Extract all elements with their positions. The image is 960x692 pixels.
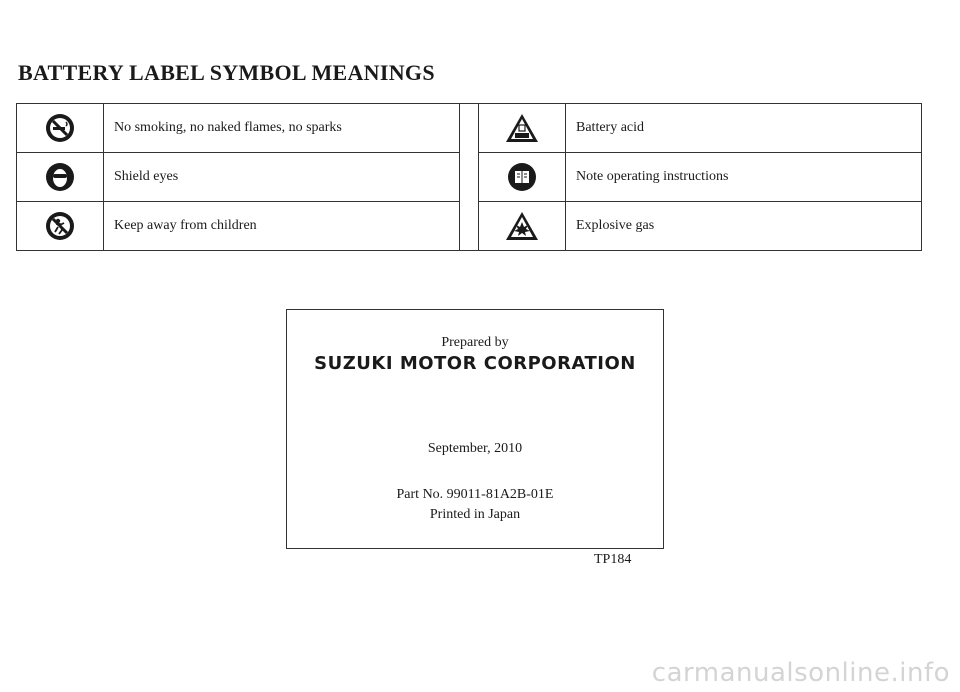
symbol-label: Note operating instructions <box>566 153 922 202</box>
watermark: carmanualsonline.info <box>651 658 950 688</box>
symbol-label: Battery acid <box>566 104 922 153</box>
keep-away-children-icon <box>45 211 75 241</box>
explosive-gas-icon <box>505 211 539 241</box>
symbol-cell <box>479 153 566 202</box>
shield-eyes-icon <box>45 162 75 192</box>
table-row <box>17 104 922 153</box>
symbol-label: No smoking, no naked flames, no sparks <box>104 104 460 153</box>
page-title: BATTERY LABEL SYMBOL MEANINGS <box>18 60 435 85</box>
corporation-name: SUZUKI MOTOR CORPORATION <box>314 353 636 374</box>
symbol-cell <box>17 202 104 251</box>
symbol-label: Explosive gas <box>566 202 922 251</box>
symbol-cell <box>17 153 104 202</box>
no-smoking-icon <box>45 113 75 143</box>
symbol-table <box>16 103 922 251</box>
symbol-label: Keep away from children <box>104 202 460 251</box>
symbol-cell <box>479 104 566 153</box>
symbol-label: Shield eyes <box>104 153 460 202</box>
page-code: TP184 <box>594 552 632 567</box>
battery-acid-icon <box>505 113 539 143</box>
imprint-box <box>286 309 664 549</box>
operating-instructions-icon <box>507 162 537 192</box>
printed-in: Printed in Japan <box>429 507 521 522</box>
symbol-cell <box>479 202 566 251</box>
part-number: Part No. 99011-81A2B-01E <box>396 487 554 502</box>
publication-date: September, 2010 <box>427 441 523 456</box>
symbol-cell <box>17 104 104 153</box>
prepared-by: Prepared by <box>441 335 509 350</box>
column-gap <box>460 104 479 251</box>
